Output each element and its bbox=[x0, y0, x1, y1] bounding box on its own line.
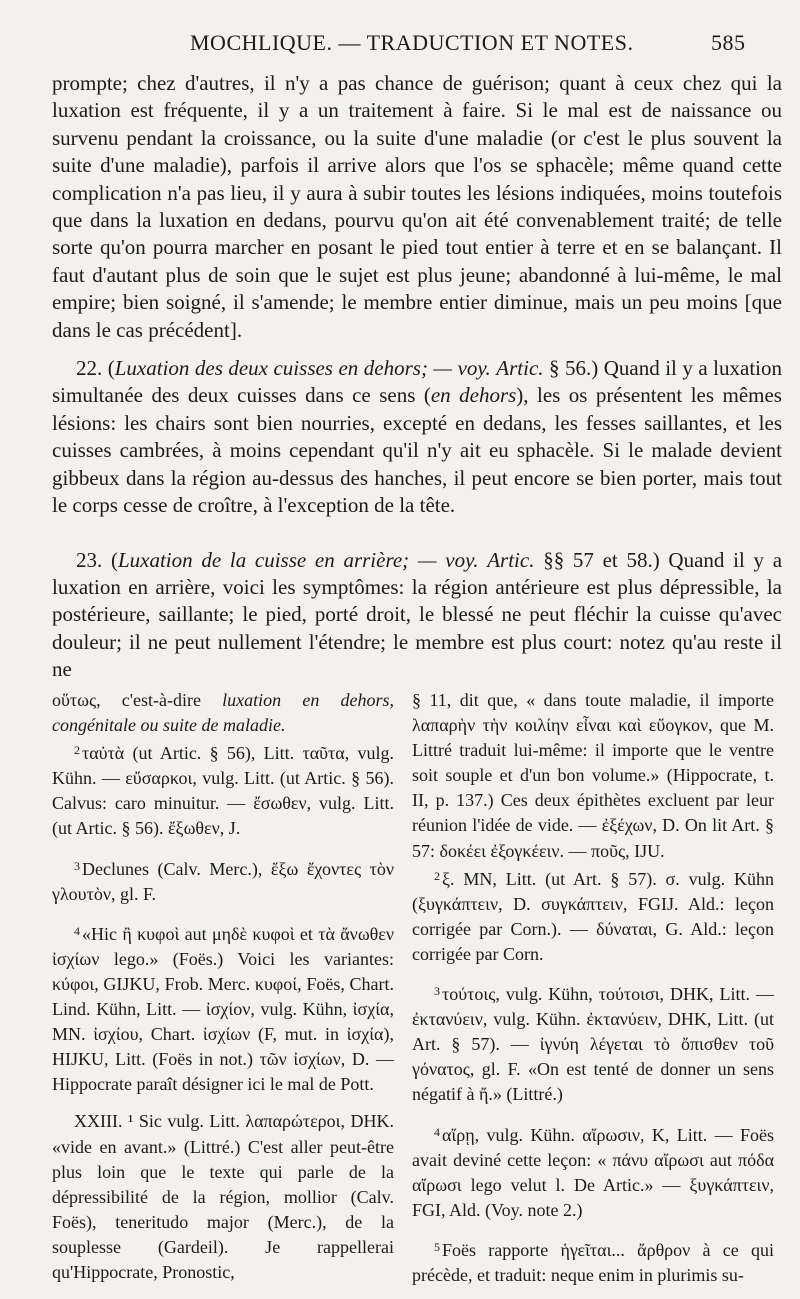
footnote-2-number: 2 bbox=[74, 743, 80, 758]
footnote-1-italic: luxation en dehors, congénitale ou suite de maladie. bbox=[52, 690, 394, 736]
footnote-r2 bbox=[412, 864, 774, 967]
footnote-r2-text: ξ. MN, Litt. (ut Art. § 57). σ. vulg. Kühn (ξυγκάπτειν, D. συγκάπτειν, FGIJ. Ald.: leçon corrigée par Corn.). — δύναται, G. Ald.: leçon corrigée par Corn. bbox=[412, 868, 774, 964]
footnote-r4 bbox=[412, 1120, 774, 1223]
footnote-r3-text: τούτοις, vulg. Kühn, τούτοισι, DHK, Litt. — ἐκτανύειν, vulg. Kühn. ἐκτανύειν, DHK, Litt. (ut Art. § 57). — ἰγνύη λέγεται τὸ ὄπισθεν τοῦ γόνατος, gl. F. «On est tenté de donner un sens négatif à ἤ.» (Littré.) bbox=[412, 984, 774, 1105]
footnotes-left-column bbox=[52, 688, 394, 1285]
footnote-4 bbox=[52, 919, 394, 1098]
section-22-ref-num: § 56. bbox=[549, 356, 592, 381]
page-number: 585 bbox=[711, 30, 746, 55]
main-text bbox=[52, 70, 782, 684]
footnote-r5 bbox=[412, 1235, 774, 1288]
footnote-r5-text: Foës rapporte ἡγεῖται... ἄρθρον à ce qui précède, et traduit: neque enim in plurimis su- bbox=[412, 1239, 774, 1285]
footnote-4-number: 4 bbox=[74, 923, 80, 938]
section-22-ref: Artic. bbox=[496, 356, 544, 381]
section-23-heading: Luxation de la cuisse en arrière; — voy. bbox=[117, 547, 479, 572]
section-23-text: Quand il y a luxation en arrière, voici les symptômes: la région antérieure est plus dépressible, la postérieure, saillante; le pied, porté droit, le blessé ne peut fléchir la cuisse qu'avec douleur; il ne peut nullement l'étendre; le membre est plus court: notez qu'au reste il ne bbox=[52, 547, 783, 682]
footnotes-right-column bbox=[412, 688, 774, 1288]
section-number-22: 22. bbox=[76, 356, 103, 381]
running-header bbox=[0, 30, 800, 64]
footnote-r4-number: 4 bbox=[434, 1124, 440, 1139]
section-number-23: 23. bbox=[76, 547, 103, 572]
section-23-ref: Artic. bbox=[487, 547, 535, 572]
section-22-paren: en dehors bbox=[430, 383, 517, 408]
section-22-text2: ), les os présentent les mêmes lésions: les chairs sont bien nourries, excepté en dedans, les fesses saillantes, et les cuisses cambrées, à moins cependant qu'il n'y ait eu sphacèle. Si le malade devient gibbeux dans la région au-dessus des hanches, il peut encore se bien porter, mais tout le corps cesse de croître, à l'exception de la tête. bbox=[52, 383, 782, 518]
paragraph-22: 22. (Luxation des deux cuisses en dehors; — voy. Artic. § 56.) Quand il y a luxation simultanée des deux cuisses dans ce sens (en dehors), les os présentent les mêmes lésions: les chairs sont bien nourries, excepté en dedans, les fesses saillantes, et les cuisses cambrées, à moins cependant qu'il n'y ait eu sphacèle. Si le malade devient gibbeux dans la région au-dessus des hanches, il peut encore se bien porter, mais tout le corps cesse de croître, à l'exception de la tête. bbox=[52, 356, 782, 518]
footnote-1-rest: , c'est-à-dire bbox=[96, 690, 201, 710]
footnote-1 bbox=[52, 688, 394, 738]
footnote-3 bbox=[52, 854, 394, 907]
paragraph-continuation: prompte; chez d'autres, il n'y a pas chance de guérison; quant à ceux chez qui la luxation est fréquente, il y a un traitement à faire. Si le mal est de naissance ou survenu pendant la croissance, ou la suite d'une maladie (or c'est le plus souvent la suite d'une maladie), parfois il arrive alors que l'os se sphacèle; même quand cette complication n'a pas lieu, il y aura à subir toutes les lésions indiquées, moins toutefois que dans la luxation en dedans, pourvu qu'on ait été convenablement traité; de telle sorte qu'on pourra marcher en posant le pied tout entier à terre et en se balançant. Il faut d'autant plus de soin que le sujet est plus jeune; abandonné à lui-même, le mal empire; bien soigné, il s'amende; le membre entier diminue, mais un peu moins [que dans le cas précédent]. bbox=[52, 71, 782, 342]
footnote-3-number: 3 bbox=[74, 858, 80, 873]
footnote-2 bbox=[52, 738, 394, 841]
footnote-r4-text: αἴρῃ, vulg. Kühn. αἴρωσιν, K, Litt. — Foës avait deviné cette leçon: « πάνυ αἴρωσι aut πόδα αἴρωσι lego velut l. De Artic.» — ξυγκάπτειν, FGI, Ald. (Voy. note 2.) bbox=[412, 1124, 774, 1220]
footnote-continuation: § 11, dit que, « dans toute maladie, il importe λαπαρὴν τὴν κοιλίην εἶναι καὶ εὔογκον, que M. Littré traduit lui-même: il importe que le ventre soit souple et d'un bon volume.» (Hippocrate, t. II, p. 137.) Ces deux épithètes excluent par leur réunion l'idée de vide. — ἐξέχων, D. On lit Art. § 57: δοκέει ἐξογκέειν. — ποῦς, IJU. bbox=[412, 690, 774, 861]
header-title: MOCHLIQUE. — TRADUCTION ET NOTES. bbox=[190, 30, 634, 55]
section-22-text: Quand il y a luxation simultanée des deux cuisses dans ce sens bbox=[52, 356, 782, 408]
section-23-ref-num: §§ 57 et 58. bbox=[543, 547, 653, 572]
footnote-r3-number: 3 bbox=[434, 984, 440, 999]
footnote-r5-number: 5 bbox=[434, 1239, 440, 1254]
paragraph-23: 23. (Luxation de la cuisse en arrière; — voy. Artic. §§ 57 et 58.) Quand il y a luxation en arrière, voici les symptômes: la région antérieure est plus dépressible, la postérieure, saillante; le pied, porté droit, le blessé ne peut fléchir la cuisse qu'avec douleur; il ne peut nullement l'étendre; le membre est plus court: notez qu'au reste il ne bbox=[52, 547, 783, 682]
footnote-4-text: «Hic ἢ κυφοὶ aut μηδὲ κυφοὶ et τὰ ἄνωθεν ἰσχίων lego.» (Foës.) Voici les variantes: κύφοι, GIJKU, Frob. Merc. κυφοί, Foës, Chart. Lind. Kühn, Litt. — ἰσχίον, vulg. Kühn, ἰσχία, MN. ἰσχίου, Chart. ἰσχίων (F, mut. in ἰσχία), HIJKU, Litt. (Foës in not.) τῶν ἰσχίων, D. — Hippocrate paraît désigner ici le mal de Pott. bbox=[52, 923, 394, 1095]
section-22-heading: Luxation des deux cuisses en dehors; — voy. bbox=[114, 356, 491, 381]
footnote-3-text: Declunes (Calv. Merc.), ἔξω ἔχοντες τὸν γλουτὸν, gl. F. bbox=[52, 858, 394, 904]
footnote-2-text: ταὐτὰ (ut Artic. § 56), Litt. ταῦτα, vulg. Kühn. — εὔσαρκοι, vulg. Litt. (ut Artic. § 56). Calvus: caro minuitur. — ἔσωθεν, vulg. Litt. (ut Artic. § 56). ἔξωθεν, J. bbox=[52, 743, 394, 839]
footnote-r3 bbox=[412, 979, 774, 1107]
footnote-xxiii: XXIII. ¹ Sic vulg. Litt. λαπαρώτεροι, DHK. «vide en avant.» (Littré.) C'est aller peut-être plus loin que le texte qui parle de la dépressibilité de la région, mollior (Calv. Foës), teneritudo major (Merc.), de la souplesse (Gardeil). Je rappellerai qu'Hippocrate, Pronostic, bbox=[52, 1111, 394, 1282]
footnote-1-greek: οὕτως bbox=[52, 690, 97, 710]
footnote-r2-number: 2 bbox=[434, 868, 440, 883]
